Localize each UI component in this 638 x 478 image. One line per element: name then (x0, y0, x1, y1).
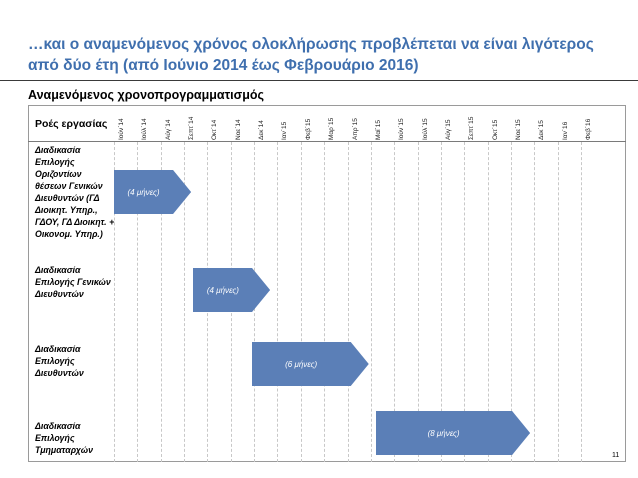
month-label (445, 110, 455, 140)
month-label-text: Ιούν΄14 (118, 118, 125, 140)
month-gridline (348, 142, 349, 462)
page-number: 11 (612, 452, 620, 459)
task-label-horizontal-gd: Διαδικασία Επιλογής Οριζοντίων θέσεων Γενικών Διευθυντών (ΓΔ Διοικητ. Υπηρ., ΓΔΟΥ, ΓΔ Διοικητ. + Οικονομ. Υπηρ.) (35, 145, 115, 239)
month-label (328, 110, 338, 140)
month-label (165, 110, 175, 140)
month-gridline (371, 142, 372, 462)
month-label (352, 110, 362, 140)
month-label (235, 110, 245, 140)
month-gridline (581, 142, 582, 462)
month-label (422, 110, 432, 140)
month-label-text: Απρ΄15 (351, 118, 359, 140)
task-label-section-heads: Διαδικασία Επιλογής Τμηματαρχών (35, 421, 93, 455)
title-divider (0, 80, 638, 81)
month-gridline (324, 142, 325, 462)
month-label-text: Αύγ΄14 (164, 119, 172, 140)
month-label (398, 110, 408, 140)
timeline-bar-section-heads (376, 411, 530, 455)
month-label-text: Μαρ΄15 (328, 117, 336, 140)
section-subtitle: Αναμενόμενος χρονοπρογραμματισμός (28, 88, 264, 102)
month-label-text: Ιούλ΄15 (421, 118, 429, 140)
month-label-text: Ιαν΄16 (561, 121, 569, 140)
month-label (188, 110, 198, 140)
timeline-bar-directors (252, 342, 369, 386)
month-label-text: Ιούν΄15 (398, 118, 406, 140)
month-label (562, 110, 572, 140)
timeline-bar-general-directors (193, 268, 270, 312)
header-divider (28, 141, 626, 142)
month-label-text: Δεκ΄14 (258, 120, 266, 140)
month-label-text: Φεβ΄16 (585, 118, 592, 140)
month-label (375, 110, 385, 140)
month-label-text: Σεπτ΄15 (468, 116, 476, 140)
bar-duration-label: (4 μήνες) (127, 187, 160, 197)
month-label-text: Οκτ΄14 (211, 119, 219, 140)
month-gridline (301, 142, 302, 462)
month-gridline (534, 142, 535, 462)
page-title: …και ο αναμενόμενος χρόνος ολοκλήρωσης προβλέπεται να είναι λιγότερος από δύο έτη (από Ιούνιο 2014 έως Φεβρουάριο 2016) (28, 36, 594, 74)
bar-duration-label: (8 μήνες) (427, 428, 460, 438)
flows-header-label: Ροές εργασίας (35, 118, 108, 130)
month-label (492, 110, 502, 140)
month-label-text: Ιούλ΄14 (141, 118, 149, 140)
month-label (141, 110, 151, 140)
month-label (281, 110, 291, 140)
month-label-text: Φεβ΄15 (304, 118, 312, 140)
month-gridline (558, 142, 559, 462)
month-label (585, 110, 595, 140)
task-label-directors: Διαδικασία Επιλογής Διευθυντών (35, 344, 84, 378)
bar-duration-label: (4 μήνες) (206, 285, 239, 295)
month-label-text: Ιαν΄15 (281, 121, 289, 140)
month-label-text: Οκτ΄15 (491, 119, 499, 140)
month-label (538, 110, 548, 140)
month-label-text: Νοε΄15 (514, 119, 522, 140)
month-gridline (277, 142, 278, 462)
month-label (468, 110, 478, 140)
month-label (258, 110, 268, 140)
bar-duration-label: (6 μήνες) (285, 359, 318, 369)
month-label-text: Νοε΄14 (234, 119, 242, 140)
month-label (118, 110, 128, 140)
month-label (515, 110, 525, 140)
month-label (305, 110, 315, 140)
gantt-chart (28, 105, 626, 462)
month-label-text: Δεκ΄15 (538, 120, 546, 140)
task-label-general-directors: Διαδικασία Επιλογής Γενικών Διευθυντών (35, 265, 111, 299)
month-label-text: Σεπτ΄14 (188, 116, 196, 140)
timeline-bar-horizontal-gd (114, 170, 191, 214)
month-label-text: Μαϊ΄15 (374, 119, 382, 140)
month-label (211, 110, 221, 140)
month-label-text: Αύγ΄15 (444, 119, 452, 140)
